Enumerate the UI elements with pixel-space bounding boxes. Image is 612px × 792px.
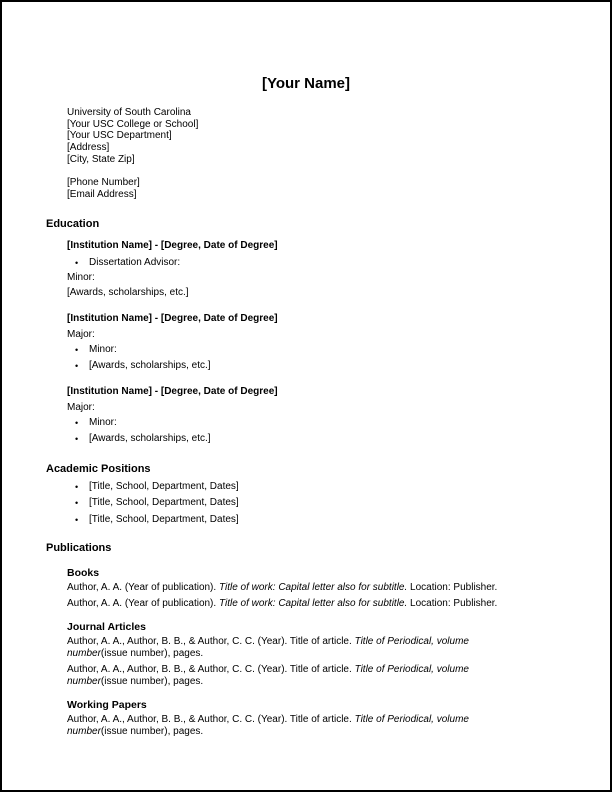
list-item <box>67 257 570 269</box>
bullet-icon: • <box>75 498 79 509</box>
bullet-icon: • <box>75 514 79 525</box>
list-item <box>67 514 570 526</box>
list-item <box>67 481 570 493</box>
list-item-text: [Awards, scholarships, etc.] <box>89 359 211 371</box>
list-item-text: Minor: <box>89 343 117 355</box>
citation-publisher: Location: Publisher. <box>407 582 498 594</box>
subheading-journal-articles: Journal Articles <box>67 620 146 633</box>
institution-title: [Institution Name] - [Degree, Date of Degree] <box>67 312 278 324</box>
citation-volume-italic: number <box>67 726 101 738</box>
publication-entry <box>67 664 570 688</box>
publication-entry <box>67 582 570 594</box>
list-item-text: Minor: <box>89 416 117 428</box>
education-section <box>67 240 570 445</box>
citation-pages: (issue number), pages. <box>100 726 204 738</box>
bullet-icon: • <box>75 360 79 371</box>
citation-title-italic: Title of work: Capital letter also for subtitle. <box>218 597 408 609</box>
list-item-text: Dissertation Advisor: <box>89 256 181 268</box>
education-entry <box>67 240 570 299</box>
contact-line-college: [Your USC College or School] <box>67 118 199 130</box>
contact-block <box>67 107 610 201</box>
citation-authors: Author, A. A. (Year of publication). <box>67 597 219 609</box>
citation-publisher: Location: Publisher. <box>407 597 498 609</box>
contact-spacer <box>67 166 610 178</box>
list-item-text: [Awards, scholarships, etc.] <box>89 432 211 444</box>
list-item <box>67 344 570 356</box>
education-entry <box>67 386 570 445</box>
list-item <box>67 497 570 509</box>
publications-section <box>67 567 570 739</box>
publication-entry <box>67 598 570 610</box>
list-item <box>67 433 570 445</box>
section-heading-publications: Publications <box>46 541 112 554</box>
citation-authors: Author, A. A., Author, B. B., & Author, C. C. (Year). Title of article. <box>67 714 355 726</box>
institution-title: [Institution Name] - [Degree, Date of Degree] <box>67 239 278 251</box>
list-item-text: [Title, School, Department, Dates] <box>89 480 239 492</box>
education-detail-major: Major: <box>67 401 95 413</box>
contact-line-city-state-zip: [City, State Zip] <box>67 153 135 165</box>
page-title: [Your Name] <box>261 75 351 92</box>
contact-line-department: [Your USC Department] <box>67 130 172 142</box>
education-detail-major: Major: <box>67 328 95 340</box>
contact-line-university: University of South Carolina <box>67 107 191 118</box>
list-item-text: [Title, School, Department, Dates] <box>89 497 239 509</box>
subheading-working-papers: Working Papers <box>67 698 147 711</box>
bullet-icon: • <box>75 344 79 355</box>
education-entry <box>67 313 570 372</box>
citation-authors: Author, A. A. (Year of publication). <box>67 582 219 594</box>
contact-line-email: [Email Address] <box>67 188 137 200</box>
section-heading-education: Education <box>46 217 100 230</box>
list-item <box>67 417 570 429</box>
list-item-text: [Title, School, Department, Dates] <box>89 513 239 525</box>
education-detail-minor: Minor: <box>67 271 95 283</box>
citation-title-italic: Title of work: Capital letter also for subtitle. <box>218 582 408 594</box>
section-heading-academic-positions: Academic Positions <box>46 462 151 475</box>
bullet-icon: • <box>75 433 79 444</box>
list-item <box>67 360 570 372</box>
education-detail-awards: [Awards, scholarships, etc.] <box>67 286 189 298</box>
publication-entry <box>67 636 570 660</box>
institution-title: [Institution Name] - [Degree, Date of Degree] <box>67 385 278 397</box>
citation-pages: (issue number), pages. <box>100 675 204 687</box>
bullet-icon: • <box>75 417 79 428</box>
citation-periodical-italic: Title of Periodical, volume <box>354 714 469 726</box>
citation-pages: (issue number), pages. <box>100 648 204 660</box>
citation-periodical-italic: Title of Periodical, volume <box>354 636 469 648</box>
citation-authors: Author, A. A., Author, B. B., & Author, C. C. (Year). Title of article. <box>67 663 355 675</box>
citation-volume-italic: number <box>67 648 101 660</box>
publication-entry <box>67 714 570 738</box>
contact-line-address: [Address] <box>67 142 110 154</box>
citation-volume-italic: number <box>67 675 101 687</box>
academic-positions-section <box>67 481 570 526</box>
contact-line-phone: [Phone Number] <box>67 177 140 189</box>
citation-authors: Author, A. A., Author, B. B., & Author, C. C. (Year). Title of article. <box>67 636 355 648</box>
bullet-icon: • <box>75 257 79 268</box>
bullet-icon: • <box>75 481 79 492</box>
citation-periodical-italic: Title of Periodical, volume <box>354 663 469 675</box>
subheading-books: Books <box>67 566 100 579</box>
